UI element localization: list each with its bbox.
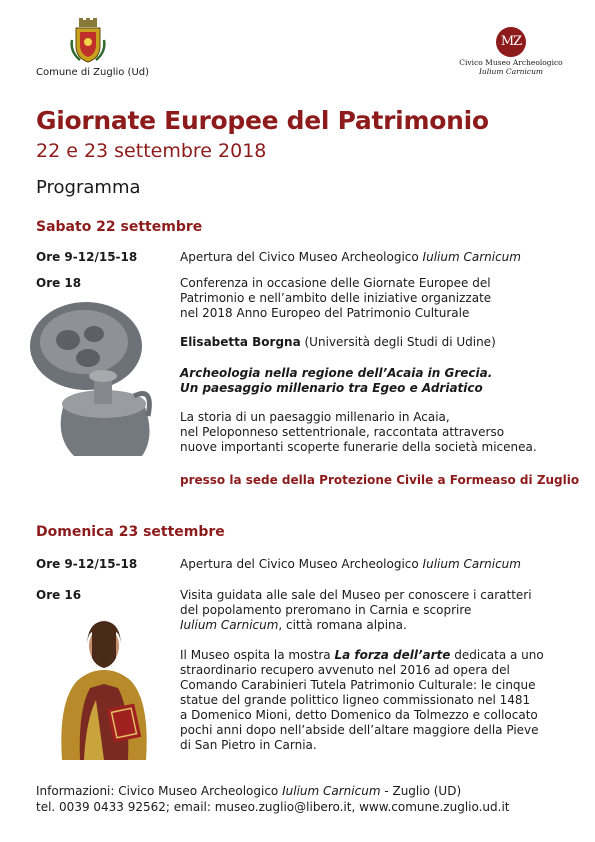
- exhibition-line: di San Pietro in Carnia.: [180, 738, 317, 752]
- exhibition-pre: Il Museo ospita la mostra: [180, 648, 335, 662]
- visit-museum-name: Iulium Carnicum: [180, 618, 279, 632]
- conference-line: Patrimonio e nell’ambito delle iniziative organizzate: [180, 291, 492, 305]
- conference-line: nel 2018 Anno Europeo del Patrimonio Culturale: [180, 306, 470, 320]
- event-dates: 22 e 23 settembre 2018: [36, 140, 267, 162]
- footer-info-text: Informazioni: Civico Museo Archeologico: [36, 784, 283, 798]
- museum-name: [440, 58, 582, 76]
- footer-info-place: - Zuglio (UD): [380, 784, 462, 798]
- talk-title-line: Un paesaggio millenario tra Egeo e Adriatico: [180, 381, 483, 395]
- speaker: [180, 335, 570, 350]
- event-sun-1-text: Apertura del Civico Museo Archeologico: [180, 557, 423, 571]
- speaker-name: Elisabetta Borgna: [180, 335, 301, 349]
- museum-logo-icon: MZ: [496, 27, 526, 57]
- comune-label: Comune di Zuglio (Ud): [36, 67, 150, 78]
- event-sat-1-text: Apertura del Civico Museo Archeologico: [180, 250, 423, 264]
- conference-text: [180, 276, 570, 321]
- coat-of-arms-icon: [70, 18, 106, 64]
- event-sun-1: [180, 557, 570, 572]
- visit-line: [180, 618, 570, 633]
- exhibition-text: [180, 648, 570, 753]
- talk-desc-line: La storia di un paesaggio millenario in Acaia,: [180, 410, 450, 424]
- time-sat-2: Ore 18: [36, 276, 82, 290]
- event-sat-1: [180, 250, 570, 265]
- day-heading-saturday: Sabato 22 settembre: [36, 219, 203, 235]
- programma-heading: Programma: [36, 177, 141, 198]
- exhibition-line: [180, 648, 570, 663]
- page-title: Giornate Europee del Patrimonio: [36, 106, 489, 135]
- speaker-affiliation: (Università degli Studi di Udine): [300, 335, 496, 349]
- talk-desc-line: nel Peloponneso settentrionale, raccontata attraverso: [180, 425, 505, 439]
- exhibition-line: Comando Carabinieri Tutela Patrimonio Culturale: le cinque: [180, 678, 536, 692]
- museum-name-line1: Civico Museo Archeologico: [459, 58, 563, 67]
- statue-image: [54, 610, 154, 762]
- day-heading-sunday: Domenica 23 settembre: [36, 524, 225, 540]
- exhibition-line: statue del grande polittico ligneo commissionato nel 1481: [180, 693, 531, 707]
- talk-title-line: Archeologia nella regione dell’Acaia in Grecia.: [180, 366, 493, 380]
- time-sun-2: Ore 16: [36, 588, 82, 602]
- visit-line: del popolamento preromano in Carnia e scoprire: [180, 603, 472, 617]
- time-sun-1: Ore 9-12/15-18: [36, 557, 138, 571]
- footer-contacts: tel. 0039 0433 92562; email: museo.zuglio@libero.it, www.comune.zuglio.ud.it: [36, 800, 510, 814]
- exhibition-title: La forza dell’arte: [334, 648, 451, 662]
- event-sun-1-museum: Iulium Carnicum: [422, 557, 521, 571]
- talk-title: [180, 366, 570, 396]
- talk-description: [180, 410, 570, 455]
- time-sat-1: Ore 9-12/15-18: [36, 250, 138, 264]
- footer-info: [36, 784, 461, 799]
- exhibition-line: straordinario recupero avvenuto nel 2016 ad opera del: [180, 663, 510, 677]
- museum-name-line2: Iulium Carnicum: [478, 67, 544, 76]
- exhibition-line: a Domenico Mioni, detto Domenico da Tolmezzo e collocato: [180, 708, 538, 722]
- event-sat-1-museum: Iulium Carnicum: [422, 250, 521, 264]
- exhibition-post: dedicata a uno: [450, 648, 544, 662]
- venue-text: presso la sede della Protezione Civile a Formeaso di Zuglio: [180, 473, 580, 487]
- pottery-image: [24, 296, 164, 464]
- visit-line: Visita guidata alle sale del Museo per conoscere i caratteri: [180, 588, 532, 602]
- conference-line: Conferenza in occasione delle Giornate Europee del: [180, 276, 491, 290]
- footer-info-museum: Iulium Carnicum: [282, 784, 381, 798]
- talk-desc-line: nuove importanti scoperte funerarie della società micenea.: [180, 440, 537, 454]
- exhibition-line: pochi anni dopo nell’abside dell’altare maggiore della Pieve: [180, 723, 539, 737]
- visit-text: [180, 588, 570, 633]
- visit-line-rest: , città romana alpina.: [278, 618, 407, 632]
